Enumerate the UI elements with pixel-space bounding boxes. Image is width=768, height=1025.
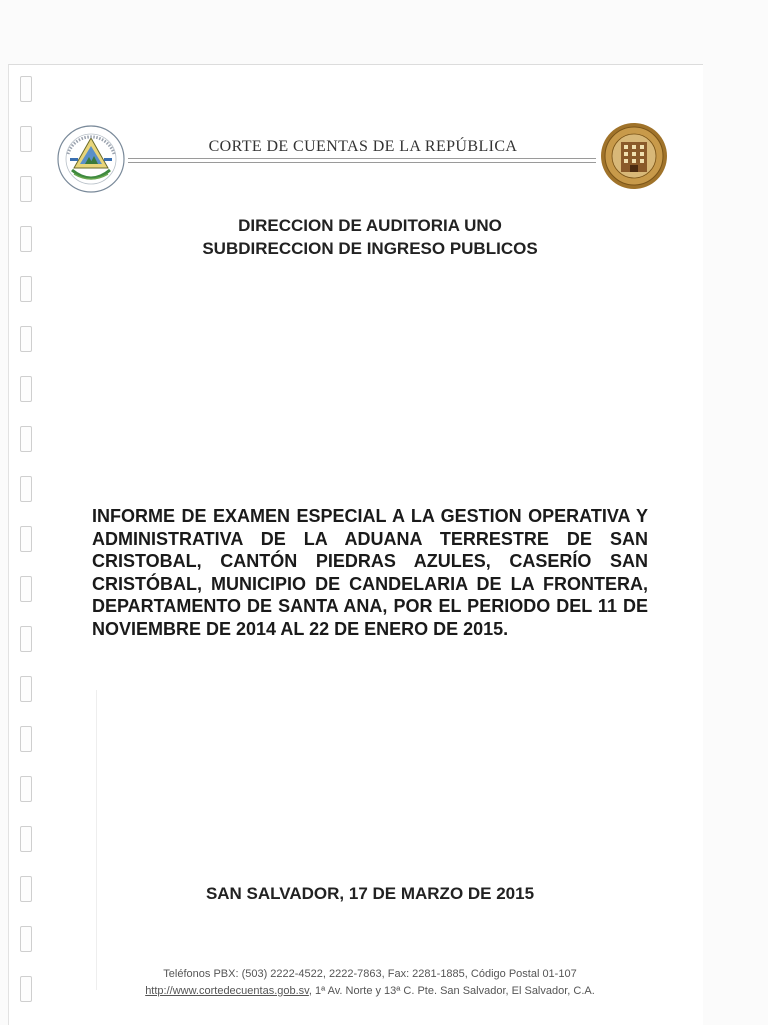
binder-hole <box>20 126 32 152</box>
binder-hole <box>20 426 32 452</box>
binder-hole <box>20 476 32 502</box>
binder-hole <box>20 976 32 1002</box>
report-date: SAN SALVADOR, 17 DE MARZO DE 2015 <box>205 884 535 903</box>
binder-hole <box>20 276 32 302</box>
footer-address: , 1ª Av. Norte y 13ª C. Pte. San Salvador, El Salvador, C.A. <box>308 985 595 997</box>
department-line-1: DIRECCION DE AUDITORIA UNO <box>238 216 502 235</box>
binder-hole <box>20 876 32 902</box>
header-rule <box>128 158 596 159</box>
binder-hole <box>20 726 32 752</box>
report-title: INFORME DE EXAMEN ESPECIAL A LA GESTION OPERATIVA Y ADMINISTRATIVA DE LA ADUANA TERRESTRE DE SAN CRISTOBAL, CANTÓN PIEDRAS AZULES, CASERÍO SAN CRISTÓBAL, MUNICIPIO DE CANDELARIA DE LA FRONTERA, DEPARTAMENTO DE SANTA ANA, POR EL PERIODO DEL 11 DE NOVIEMBRE DE 2014 AL 22 DE ENERO DE 2015. <box>92 506 648 639</box>
binder-hole <box>20 776 32 802</box>
binder-hole <box>20 526 32 552</box>
binder-hole <box>20 76 32 102</box>
department-line-2: SUBDIRECCION DE INGRESO PUBLICOS <box>202 239 538 258</box>
header-rule <box>128 162 596 163</box>
binder-hole <box>20 626 32 652</box>
institution-name: CORTE DE CUENTAS DE LA REPÚBLICA <box>208 138 518 155</box>
binder-hole <box>20 226 32 252</box>
binder-hole <box>20 326 32 352</box>
footer-contact-line: Teléfonos PBX: (503) 2222-4522, 2222-7863, Fax: 2281-1885, Código Postal 01-107 <box>163 968 577 980</box>
building-seal-icon <box>600 122 668 190</box>
binder-hole <box>20 826 32 852</box>
binder-hole <box>20 576 32 602</box>
binder-hole <box>20 376 32 402</box>
footer-website-link[interactable]: http://www.cortedecuentas.gob.sv <box>145 985 309 997</box>
scan-artifact-line <box>96 690 97 990</box>
binder-hole <box>20 926 32 952</box>
binder-hole <box>20 176 32 202</box>
coat-of-arms-icon <box>56 124 126 194</box>
binder-hole <box>20 676 32 702</box>
footer-address-line <box>100 985 640 997</box>
